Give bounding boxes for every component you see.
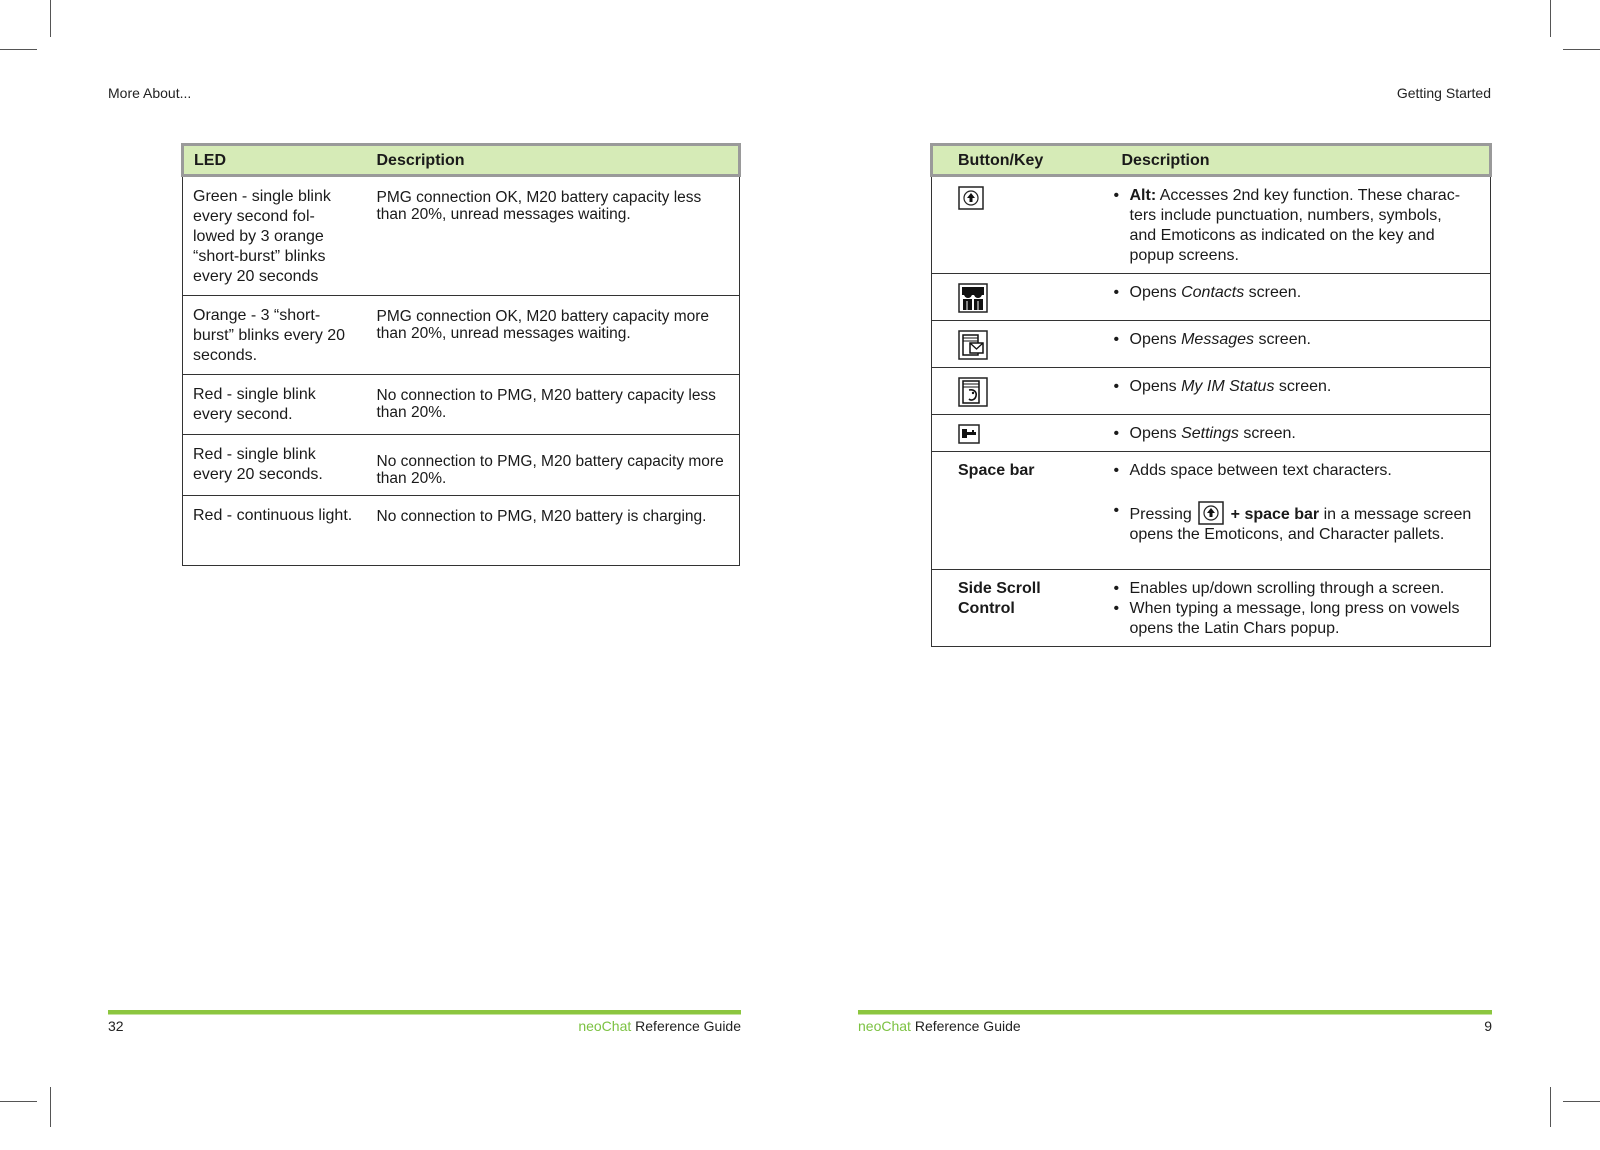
table-row: [932, 452, 1491, 570]
bold-term: Alt:: [1129, 187, 1157, 204]
running-head-left: More About...: [108, 85, 192, 101]
bullet-item: • Pressing + space bar in a message screen opens the Emoticons, and Character pallets.: [1112, 501, 1473, 545]
led-state: Red - single blink every 20 seconds.: [183, 435, 367, 496]
key-cell: [932, 415, 1112, 452]
im-status-key-icon: [958, 377, 988, 407]
key-label: Space bar: [958, 462, 1035, 480]
bullet-list: [1112, 283, 1481, 303]
bullet-list: [1112, 424, 1481, 444]
led-description: No connection to PMG, M20 battery is charging.: [367, 496, 740, 566]
table-header-row: [932, 145, 1491, 176]
running-head-right: Getting Started: [1396, 85, 1491, 101]
key-cell: [932, 274, 1112, 321]
page-number-right: 9: [1484, 1018, 1492, 1034]
key-cell: [932, 176, 1112, 274]
led-description: PMG connection OK, M20 battery capacity less than 20%, unread messages waiting.: [367, 176, 740, 296]
led-state: Red - single blink every second.: [183, 375, 367, 435]
led-description: No connection to PMG, M20 battery capacity more than 20%.: [367, 435, 740, 496]
bullet-item: • Adds space between text characters.: [1112, 461, 1473, 481]
led-state: Green - single blink every second fol-lowed by 3 orange “short-burst” blinks every 20 seconds: [183, 176, 367, 296]
bullet-list: [1112, 377, 1481, 397]
crop-mark: [50, 0, 51, 37]
table-row: [932, 274, 1491, 321]
key-description: [1112, 570, 1491, 647]
key-cell: [932, 368, 1112, 415]
screen-name: Settings: [1181, 425, 1239, 442]
bullet-item: • Opens Messages screen.: [1112, 330, 1473, 350]
bullet-list: [1112, 330, 1481, 350]
bullet-item: • Opens Settings screen.: [1112, 424, 1473, 444]
crop-mark: [0, 1101, 37, 1102]
column-header-description: Description: [367, 145, 740, 176]
page-number-left: 32: [108, 1018, 124, 1034]
alt-key-icon: [1198, 501, 1224, 525]
key-cell: [932, 452, 1112, 570]
bullet-list: [1112, 186, 1481, 266]
bullet-item: • Enables up/down scrolling through a screen.: [1112, 579, 1473, 599]
key-description: [1112, 321, 1491, 368]
column-header-led: LED: [183, 145, 367, 176]
table-row: [932, 368, 1491, 415]
table-row: [932, 570, 1491, 647]
bold-term: + space bar: [1230, 506, 1320, 524]
footer-title-right: [858, 1018, 1021, 1034]
screen-name: My IM Status: [1181, 378, 1275, 395]
settings-key-icon: [958, 424, 980, 444]
screen-name: Messages: [1181, 331, 1255, 348]
screen-name: Contacts: [1181, 284, 1245, 301]
brand-name: neoChat: [578, 1018, 632, 1034]
table-row: [932, 321, 1491, 368]
key-cell: [932, 570, 1112, 647]
led-description: PMG connection OK, M20 battery capacity more than 20%, unread messages waiting.: [367, 296, 740, 375]
led-table: [181, 143, 741, 566]
footer-rule-left: [108, 1010, 741, 1015]
messages-key-icon: [958, 330, 988, 360]
bullet-list: [1112, 579, 1481, 639]
button-key-table: [930, 143, 1492, 647]
bullet-item: • When typing a message, long press on vowels opens the Latin Chars popup.: [1112, 599, 1473, 639]
table-row: [183, 296, 740, 375]
contacts-key-icon: [958, 283, 988, 313]
bullet-item: • Opens My IM Status screen.: [1112, 377, 1473, 397]
key-description: [1112, 415, 1491, 452]
footer-rule-right: [858, 1010, 1492, 1015]
key-description: [1112, 176, 1491, 274]
table-row: [932, 415, 1491, 452]
bullet-list: [1112, 461, 1481, 545]
table-row: [183, 375, 740, 435]
key-label: Side Scroll Control: [958, 580, 1041, 618]
bullet-item: • Opens Contacts screen.: [1112, 283, 1473, 303]
table-row: [183, 435, 740, 496]
table-header-row: [183, 145, 740, 176]
led-state: Orange - 3 “short-burst” blinks every 20 seconds.: [183, 296, 367, 375]
crop-mark: [0, 49, 37, 50]
column-header-description: Description: [1112, 145, 1491, 176]
table-row: [183, 496, 740, 566]
crop-mark: [50, 1087, 51, 1127]
crop-mark: [1550, 1087, 1551, 1127]
alt-key-icon: [958, 186, 984, 210]
guide-title: Reference Guide: [910, 1018, 1021, 1034]
key-description: [1112, 274, 1491, 321]
table-row: [183, 176, 740, 296]
brand-name: neoChat: [858, 1018, 911, 1034]
key-description: [1112, 368, 1491, 415]
key-cell: [932, 321, 1112, 368]
bullet-text: Accesses 2nd key function. These charac-ters include punctuation, numbers, symbols, and Emoticons as indicated on the key and popup screens.: [1129, 187, 1461, 264]
guide-title: Reference Guide: [631, 1018, 741, 1034]
crop-mark: [1563, 49, 1600, 50]
crop-mark: [1550, 0, 1551, 37]
led-state: Red - continuous light.: [183, 496, 367, 566]
column-header-button-key: Button/Key: [932, 145, 1112, 176]
footer-title-left: [578, 1018, 741, 1034]
crop-mark: [1563, 1101, 1600, 1102]
led-description: No connection to PMG, M20 battery capacity less than 20%.: [367, 375, 740, 435]
table-row: [932, 176, 1491, 274]
key-description: [1112, 452, 1491, 570]
bullet-item: [1112, 186, 1473, 266]
